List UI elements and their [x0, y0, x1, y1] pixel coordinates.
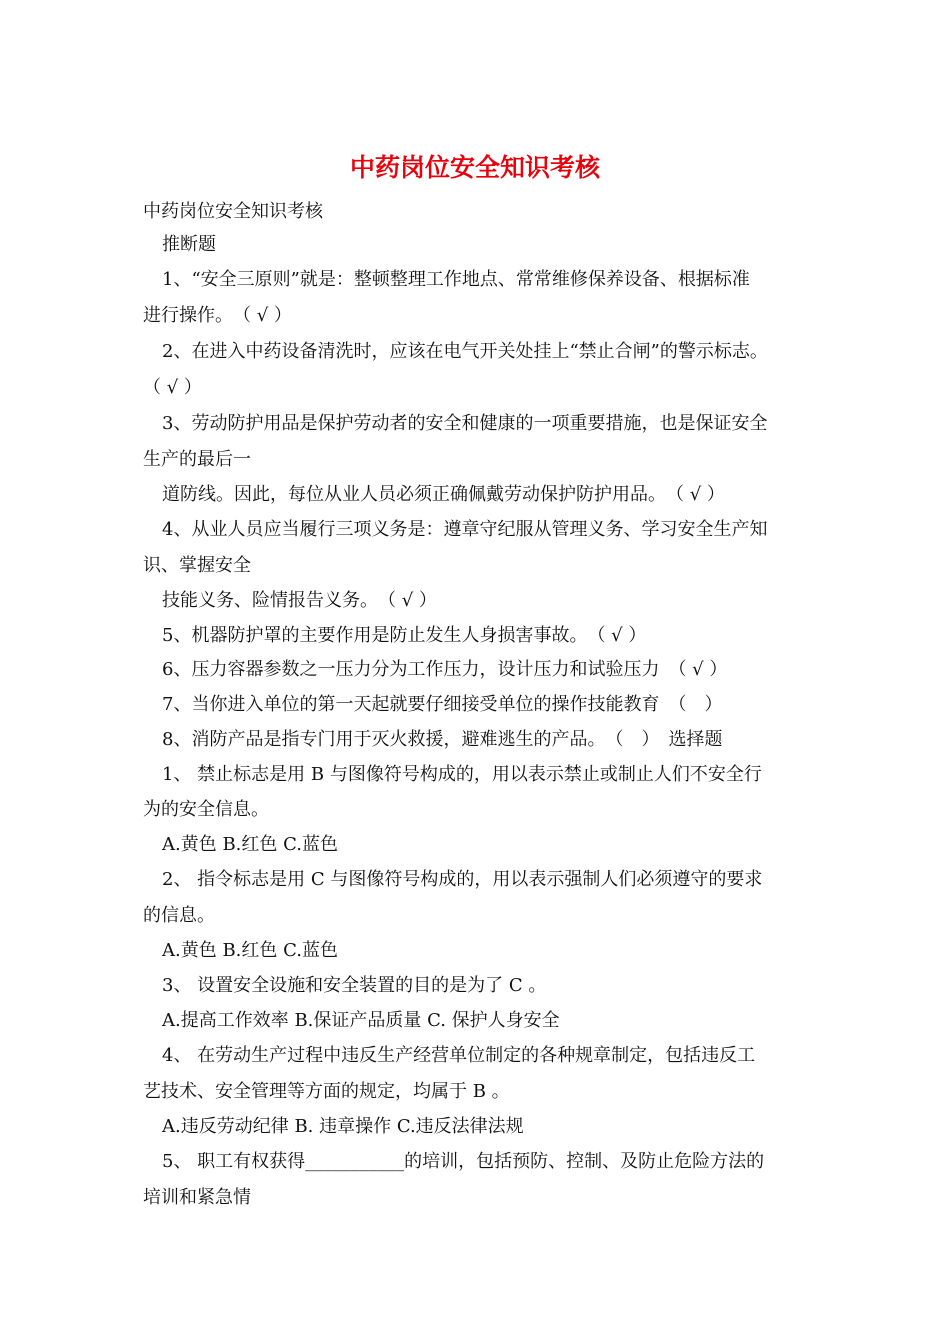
question-line: 4、 在劳动生产过程中违反生产经营单位制定的各种规章制定，包括违反工	[162, 1045, 756, 1066]
options-line: A.违反劳动纪律 B. 违章操作 C.违反法律法规	[162, 1116, 524, 1137]
section-heading-judgment: 推断题	[162, 234, 216, 255]
question-line: 识、掌握安全	[143, 555, 251, 576]
question-line: 6、压力容器参数之一压力分为工作压力，设计压力和试验压力 （ √ ）	[162, 659, 728, 680]
options-line: A.提高工作效率 B.保证产品质量 C. 保护人身安全	[162, 1010, 560, 1031]
question-line: 8、消防产品是指专门用于灭火救援，避难逃生的产品。 （ ） 选择题	[162, 729, 723, 750]
question-line: 培训和紧急情	[143, 1187, 251, 1208]
question-line: 的信息。	[143, 905, 215, 926]
question-line: 道防线。因此，每位从业人员必须正确佩戴劳动保护防护用品。 （ √ ）	[162, 484, 725, 505]
options-line: A.黄色 B.红色 C.蓝色	[162, 940, 338, 961]
question-line: （ √ ）	[143, 377, 202, 398]
question-line: 3、 设置安全设施和安全装置的目的是为了 C 。	[162, 975, 547, 996]
question-line: 艺技术、安全管理等方面的规定，均属于 B 。	[143, 1081, 510, 1102]
question-line: 1、“安全三原则”就是：整顿整理工作地点、常常维修保养设备、根据标准	[162, 269, 750, 290]
question-line: 生产的最后一	[143, 449, 251, 470]
question-line: 5、机器防护罩的主要作用是防止发生人身损害事故。 （ √ ）	[162, 625, 647, 646]
options-line: A.黄色 B.红色 C.蓝色	[162, 834, 338, 855]
question-line: 1、 禁止标志是用 B 与图像符号构成的，用以表示禁止或制止人们不安全行	[162, 764, 762, 785]
question-line: 进行操作。 （ √ ）	[143, 305, 292, 326]
subtitle-line: 中药岗位安全知识考核	[143, 201, 323, 222]
question-line: 4、从业人员应当履行三项义务是：遵章守纪服从管理义务、学习安全生产知	[162, 519, 768, 540]
question-line: 技能义务、险情报告义务。 （ √ ）	[162, 590, 437, 611]
question-line: 7、当你进入单位的第一天起就要仔细接受单位的操作技能教育 （ ）	[162, 694, 723, 715]
document-title: 中药岗位安全知识考核	[349, 153, 600, 182]
question-line: 5、 职工有权获得___________的培训，包括预防、控制、及防止危险方法的	[162, 1151, 765, 1172]
question-line: 2、 指令标志是用 C 与图像符号构成的，用以表示强制人们必须遵守的要求	[162, 869, 763, 890]
question-line: 3、劳动防护用品是保护劳动者的安全和健康的一项重要措施，也是保证安全	[162, 413, 768, 434]
question-line: 2、在进入中药设备清洗时，应该在电气开关处挂上“禁止合闸”的警示标志。	[162, 341, 768, 362]
question-line: 为的安全信息。	[143, 799, 269, 820]
